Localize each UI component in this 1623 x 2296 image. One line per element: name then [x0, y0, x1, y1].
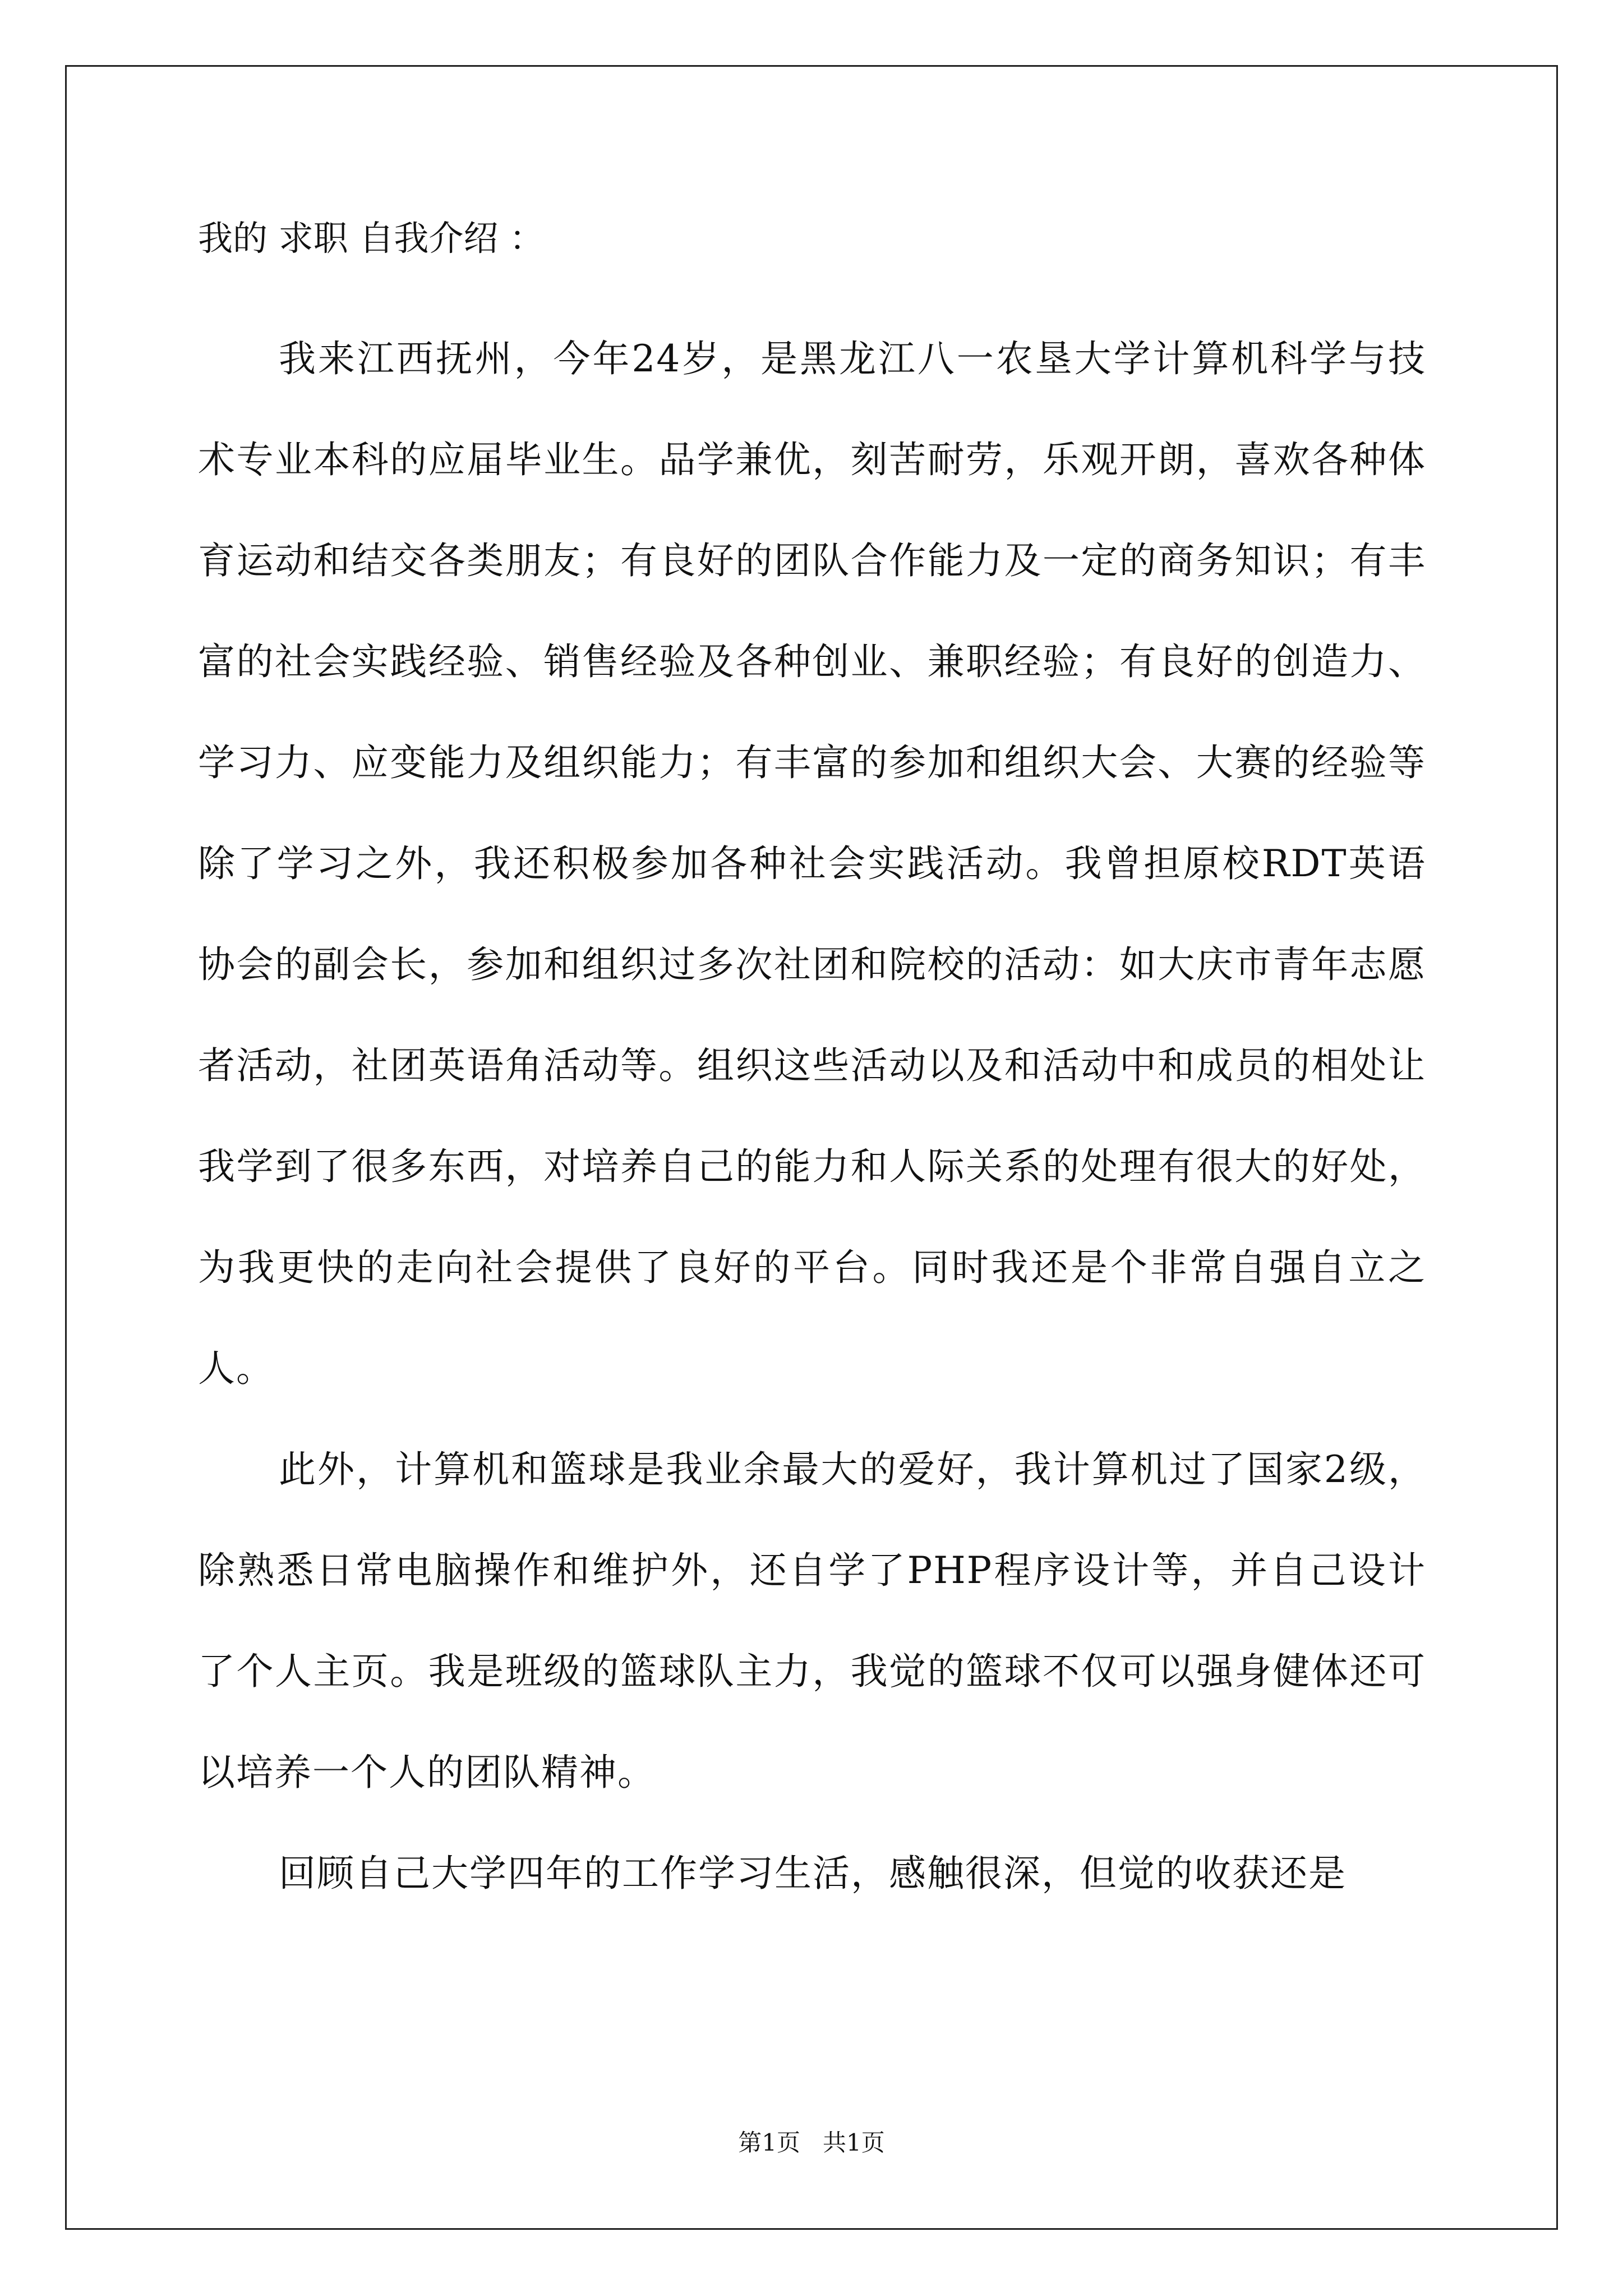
paragraph-hobbies: 此外，计算机和篮球是我业余最大的爱好，我计算机过了国家2级，除熟悉日常电脑操作和维护外，还自学了PHP程序设计等，并自己设计了个人主页。我是班级的篮球队主力，我觉的篮球不仅可以强身健体还可以培养一个人的团队精神。 [198, 1448, 1426, 1794]
page-number-footer: 第1页 共1页 [738, 2129, 885, 2156]
document-body [198, 219, 1426, 1924]
document-heading: 我的 求职 自我介绍 ： [198, 218, 545, 259]
paragraph-review: 回顾自己大学四年的工作学习生活，感触很深，但觉的收获还是 [279, 1852, 1347, 1895]
paragraph-intro: 我来江西抚州，今年24岁，是黑龙江八一农垦大学计算机科学与技术专业本科的应届毕业生。品学兼优，刻苦耐劳，乐观开朗，喜欢各种体育运动和结交各类朋友；有良好的团队合作能力及一定的商务知识；有丰富的社会实践经验、销售经验及各种创业、兼职经验；有良好的创造力、学习力、应变能力及组织能力；有丰富的参加和组织大会、大赛的经验等 除了学习之外，我还积极参加各种社会实践活动。我曾担原校RDT英语协会的副会长，参加和组织过多次社团和院校的活动：如大庆市青年志愿者活动，社团英语角活动等。组织这些活动以及和活动中和成员的相处让我学到了很多东西，对培养自己的能力和人际关系的处理有很大的好处，为我更快的走向社会提供了良好的平台。同时我还是个非常自强自立之人。 [198, 337, 1426, 1390]
